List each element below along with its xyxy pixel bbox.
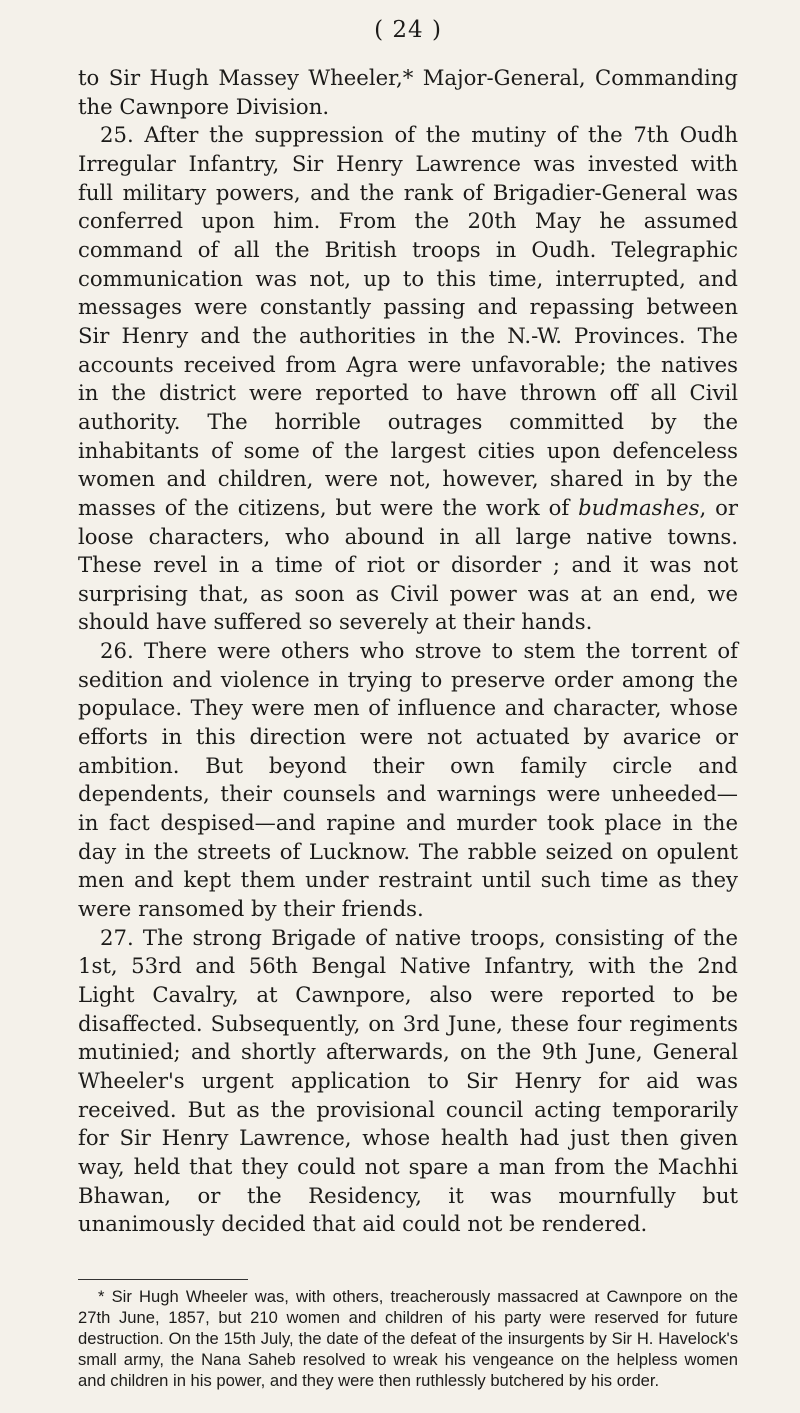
paragraph-intro: to Sir Hugh Massey Wheeler,* Major-General, Commanding the Cawnpore Division. bbox=[78, 65, 738, 119]
document-page bbox=[78, 14, 738, 1391]
footnote: * Sir Hugh Wheeler was, with others, treacherously massacred at Cawnpore on the 27th June, 1857, but 210 women and children of his party were reserved for future destruction. On the 15th July, the date of the defeat of the insurgents by Sir H. Havelock's small army, the Nana Saheb resolved to wreak his vengeance on the helpless women and children in his power, and they were then ruthlessly butchered by his order. bbox=[78, 1286, 738, 1391]
paragraph-25 bbox=[78, 121, 738, 637]
footnote-divider bbox=[78, 1279, 248, 1280]
body-text bbox=[78, 64, 738, 1239]
page-number: ( 24 ) bbox=[374, 17, 442, 43]
paragraph-26: 26. There were others who strove to stem the torrent of sedition and violence in trying to preserve order among the populace. They were men of influence and character, whose efforts in this direction were not actuated by avarice or ambition. But beyond their own family circle and dependents, their counsels and warnings were unheeded— in fact despised—and rapine and murder took place in the day in the streets of Lucknow. The rabble seized on opulent men and kept them under restraint until such time as they were ransomed by their friends. bbox=[78, 638, 738, 922]
paragraph-25-text: 25. After the suppression of the mutiny of the 7th Oudh Irregular Infantry, Sir Henry Lawrence was invested with full military powers, and the rank of Brigadier-General was conferred upon him. From the 20th May he assumed command of all the British troops in Oudh. Telegraphic communication was not, up to this time, interrupted, and messages were constantly passing and repassing between Sir Henry and the authorities in the N.-W. Provinces. The accounts received from Agra were unfavorable; the natives in the district were reported to have thrown off all Civil authority. The horrible outrages committed by the inhabitants of some of the largest cities upon defenceless women and children, were not, however, shared in by the masses of the citizens, but were the work of bbox=[78, 122, 738, 520]
italic-term-budmashes: budmashes bbox=[578, 494, 700, 520]
paragraph-25-text-continued: , or loose characters, who abound in all large native towns. These revel in a time of riot or disorder ; and it was not surprising that, as soon as Civil power was at an end, we should have suffered so severely at their hands. bbox=[78, 494, 738, 635]
paragraph-27: 27. The strong Brigade of native troops, consisting of the 1st, 53rd and 56th Bengal Native Infantry, with the 2nd Light Cavalry, at Cawnpore, also were reported to be disaffected. Subsequently, on 3rd June, these four regiments mutinied; and shortly afterwards, on the 9th June, General Wheeler's urgent application to Sir Henry for aid was received. But as the provisional council acting temporarily for Sir Henry Lawrence, whose health had just then given way, held that they could not spare a man from the Machhi Bhawan, or the Residency, it was mournfully but unanimously decided that aid could not be rendered. bbox=[78, 924, 738, 1237]
